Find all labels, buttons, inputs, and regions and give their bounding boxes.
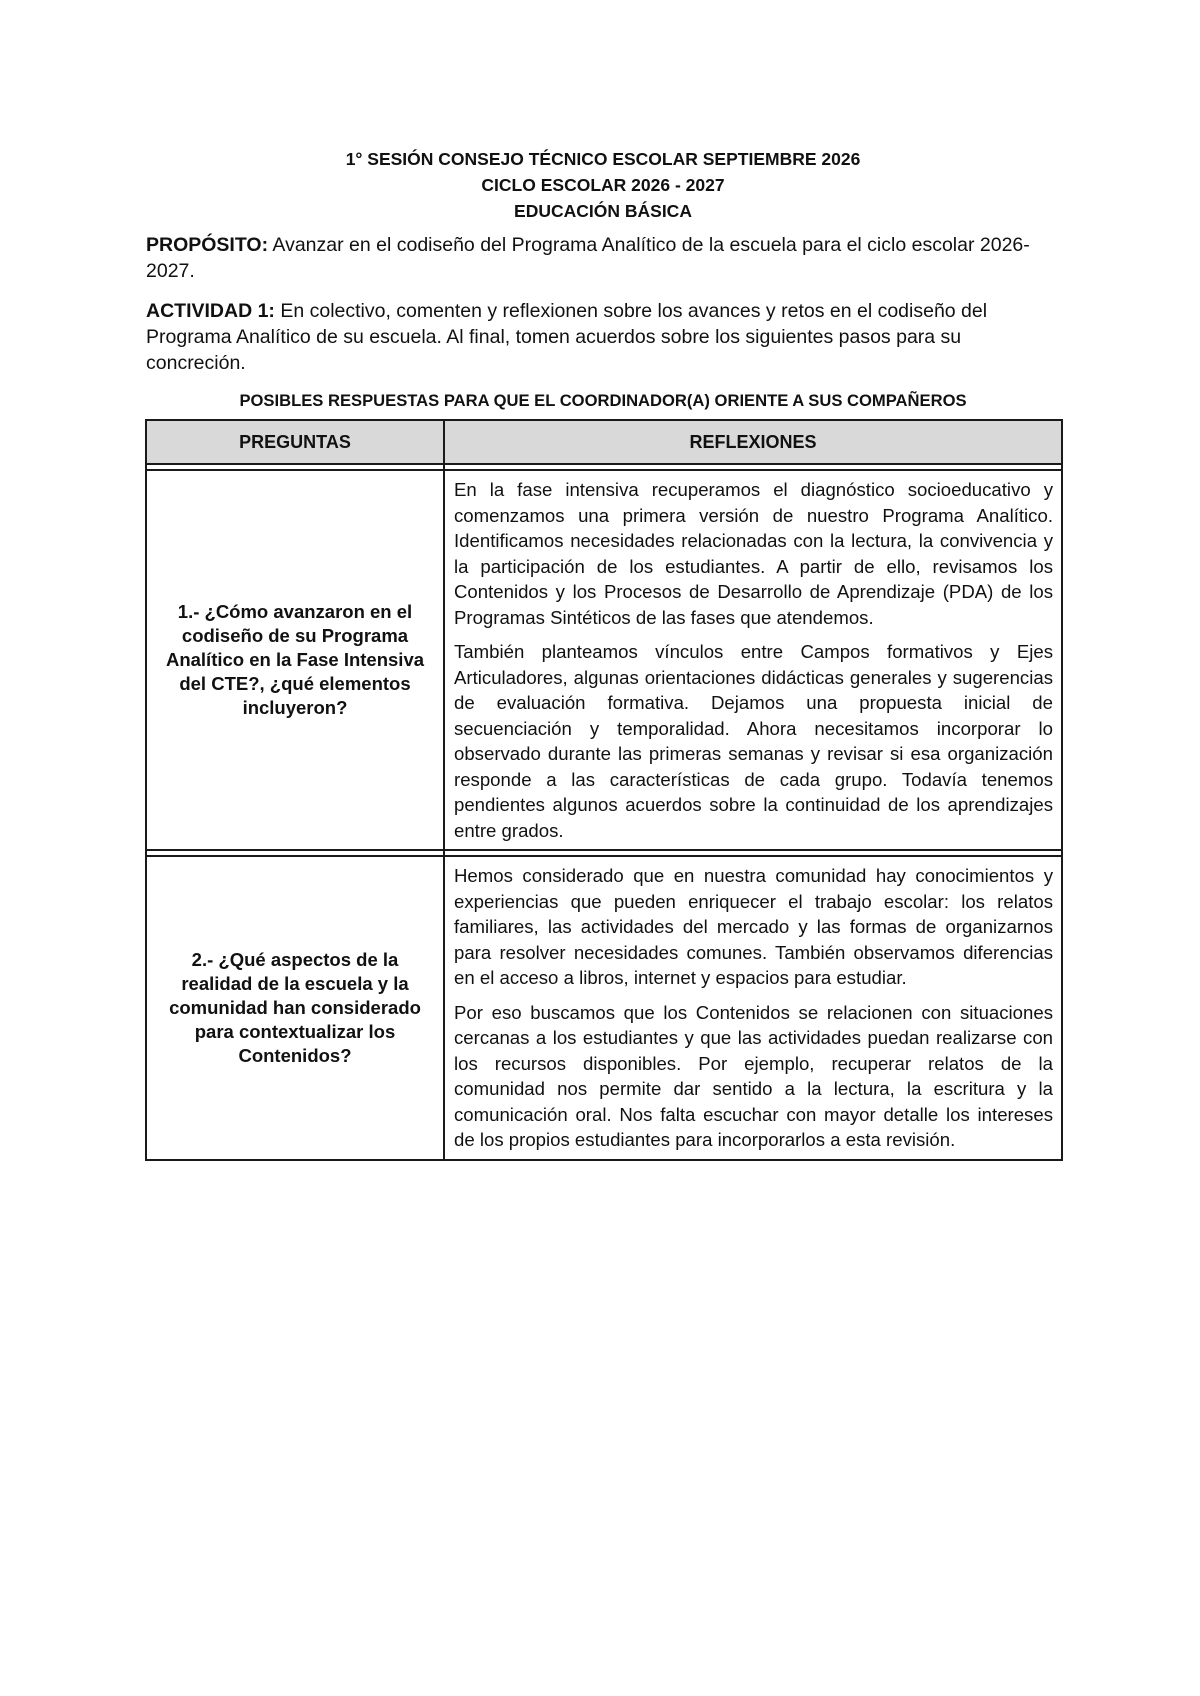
- session-title: 1° SESIÓN CONSEJO TÉCNICO ESCOLAR SEPTIEMBRE 2026: [345, 149, 861, 169]
- table-heading: POSIBLES RESPUESTAS PARA QUE EL COORDINADOR(A) ORIENTE A SUS COMPAÑEROS: [239, 391, 967, 410]
- purpose-label: PROPÓSITO:: [146, 234, 269, 256]
- activity-paragraph: [146, 298, 1060, 376]
- answer-cell: [444, 470, 1062, 850]
- question-text: 2.- ¿Qué aspectos de la realidad de la escuela y la comunidad han considerado para contextualizar los Contenidos?: [169, 948, 421, 1066]
- question-cell: [146, 856, 444, 1160]
- questions-table: [145, 419, 1063, 1161]
- column-header-questions: PREGUNTAS: [146, 420, 444, 464]
- document-page: [146, 146, 1060, 1161]
- answer-paragraph: Hemos considerado que en nuestra comunidad hay conocimientos y experiencias que pueden enriquecer el trabajo escolar: los relatos familiares, las actividades del mercado y las formas de organizarnos para resolver necesidades comunes. También observamos diferencias en el acceso a libros, internet y espacios para estudiar.: [454, 865, 1053, 988]
- answer-content: [445, 857, 1061, 1159]
- column-header-reflections: REFLEXIONES: [444, 420, 1062, 464]
- question-cell: [146, 470, 444, 850]
- education-level-title: EDUCACIÓN BÁSICA: [514, 201, 692, 221]
- activity-text: En colectivo, comenten y reflexionen sobre los avances y retos en el codiseño del Programa Analítico de su escuela. Al final, tomen acuerdos sobre los siguientes pasos para su concreción.: [146, 300, 988, 374]
- answer-paragraph: También planteamos vínculos entre Campos formativos y Ejes Articuladores, algunas orientaciones didácticas generales y sugerencias de evaluación formativa. Dejamos una propuesta inicial de secuenciación y temporalidad. Ahora necesitamos incorporar lo observado durante las primeras semanas y revisar si esa organización responde a las características de cada grupo. Todavía tenemos pendientes algunos acuerdos sobre la continuidad de los aprendizajes entre grados.: [454, 641, 1053, 841]
- answer-paragraph: Por eso buscamos que los Contenidos se relacionen con situaciones cercanas a los estudiantes y que las actividades puedan realizarse con los recursos disponibles. Por ejemplo, recuperar relatos de la comunidad nos permite dar sentido a la lectura, la escritura y la comunicación oral. Nos falta escuchar con mayor detalle los intereses de los propios estudiantes para incorporarlos a esta revisión.: [454, 1001, 1053, 1150]
- table-row: [146, 470, 1062, 850]
- table-header-row: [146, 420, 1062, 464]
- school-cycle-title: CICLO ESCOLAR 2026 - 2027: [481, 175, 725, 195]
- answer-cell: [444, 856, 1062, 1160]
- table-row: [146, 856, 1062, 1160]
- answer-content: [445, 471, 1061, 849]
- answer-paragraph: En la fase intensiva recuperamos el diagnóstico socioeducativo y comenzamos una primera versión de nuestro Programa Analítico. Identificamos necesidades relacionadas con la lectura, la convivencia y la participación de los estudiantes. A partir de ello, revisamos los Contenidos y los Procesos de Desarrollo de Aprendizaje (PDA) de los Programas Sintéticos de las fases que atendemos.: [454, 479, 1053, 628]
- question-text: 1.- ¿Cómo avanzaron en el codiseño de su Programa Analítico en la Fase Intensiva del CTE?, ¿qué elementos incluyeron?: [165, 601, 425, 718]
- document-header: [146, 146, 1060, 224]
- activity-label: ACTIVIDAD 1:: [146, 300, 275, 322]
- purpose-text: Avanzar en el codiseño del Programa Analítico de la escuela para el ciclo escolar 2026-2027.: [146, 234, 1030, 282]
- purpose-paragraph: [146, 232, 1060, 284]
